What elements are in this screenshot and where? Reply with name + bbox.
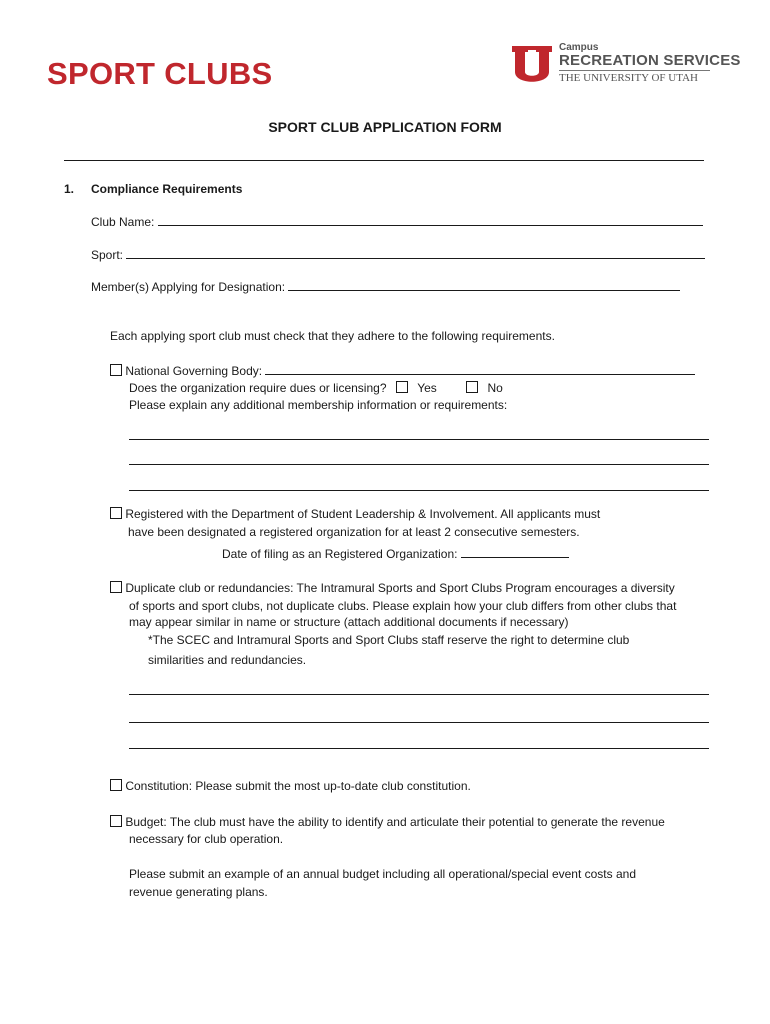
registered-row xyxy=(110,506,600,522)
block-u-logo-icon xyxy=(510,44,554,90)
duplicate-text-1: Duplicate club or redundancies: The Intramural Sports and Sport Clubs Program encourages a diversity xyxy=(125,581,675,595)
section-title: Compliance Requirements xyxy=(91,182,243,196)
constitution-text: Constitution: Please submit the most up-to-date club constitution. xyxy=(125,779,471,793)
filing-date-label: Date of filing as an Registered Organization: xyxy=(222,547,458,561)
membership-answer-line-3[interactable] xyxy=(129,490,709,491)
club-name-label: Club Name: xyxy=(91,215,155,229)
duplicate-answer-line-1[interactable] xyxy=(129,694,709,695)
duplicate-note-2: similarities and redundancies. xyxy=(148,653,307,667)
ngb-label: National Governing Body: xyxy=(125,364,263,378)
membership-explain-prompt: Please explain any additional membership information or requirements: xyxy=(129,398,508,412)
duplicate-answer-line-3[interactable] xyxy=(129,748,709,749)
club-name-field[interactable] xyxy=(158,213,703,226)
duplicate-checkbox[interactable] xyxy=(110,581,122,593)
dues-row xyxy=(129,380,503,396)
duplicate-row xyxy=(110,580,675,596)
budget-checkbox[interactable] xyxy=(110,815,122,827)
logo-university-text: THE UNIVERSITY OF UTAH xyxy=(559,72,698,84)
logo-campus-text: Campus xyxy=(559,42,599,53)
duplicate-answer-line-2[interactable] xyxy=(129,722,709,723)
sport-row xyxy=(91,246,705,263)
sport-field[interactable] xyxy=(126,246,705,259)
requirements-intro: Each applying sport club must check that they adhere to the following requirements. xyxy=(110,329,555,343)
budget-text-2: necessary for club operation. xyxy=(129,832,284,846)
membership-answer-line-2[interactable] xyxy=(129,464,709,465)
club-name-row xyxy=(91,213,703,230)
dues-yes-label: Yes xyxy=(417,381,437,395)
dues-no-label: No xyxy=(487,381,503,395)
constitution-row xyxy=(110,778,471,794)
ngb-row xyxy=(110,362,695,379)
constitution-checkbox[interactable] xyxy=(110,779,122,791)
duplicate-text-2: of sports and sport clubs, not duplicate clubs. Please explain how your club differs from other clubs that xyxy=(129,599,677,613)
budget-example-1: Please submit an example of an annual budget including all operational/special event costs and xyxy=(129,867,636,881)
budget-text-1: Budget: The club must have the ability to identify and articulate their potential to generate the revenue xyxy=(125,815,665,829)
registered-text-2: have been designated a registered organization for at least 2 consecutive semesters. xyxy=(128,525,580,539)
filing-date-row xyxy=(222,545,569,562)
ngb-checkbox[interactable] xyxy=(110,364,122,376)
logo-recreation-text: RECREATION SERVICES xyxy=(559,52,741,69)
sport-label: Sport: xyxy=(91,248,124,262)
dues-yes-checkbox[interactable] xyxy=(396,381,408,393)
title-divider xyxy=(64,160,704,161)
duplicate-note-1: *The SCEC and Intramural Sports and Sport Clubs staff reserve the right to determine club xyxy=(148,633,630,647)
budget-example-2: revenue generating plans. xyxy=(129,885,268,899)
logo-divider xyxy=(559,70,710,71)
duplicate-text-3: may appear similar in name or structure (attach additional documents if necessary) xyxy=(129,615,569,629)
ngb-field[interactable] xyxy=(265,362,695,375)
budget-row xyxy=(110,814,665,830)
form-title: SPORT CLUB APPLICATION FORM xyxy=(268,119,502,135)
sport-clubs-heading: SPORT CLUBS xyxy=(47,56,273,91)
filing-date-field[interactable] xyxy=(461,545,569,558)
dues-question: Does the organization require dues or licensing? xyxy=(129,381,387,395)
campus-recreation-logo xyxy=(510,42,741,92)
members-field[interactable] xyxy=(288,278,680,291)
members-label: Member(s) Applying for Designation: xyxy=(91,280,286,294)
dues-no-checkbox[interactable] xyxy=(466,381,478,393)
registered-checkbox[interactable] xyxy=(110,507,122,519)
registered-text-1: Registered with the Department of Student Leadership & Involvement. All applicants must xyxy=(125,507,601,521)
section-number: 1. xyxy=(64,182,75,196)
members-row xyxy=(91,278,680,295)
membership-answer-line-1[interactable] xyxy=(129,439,709,440)
